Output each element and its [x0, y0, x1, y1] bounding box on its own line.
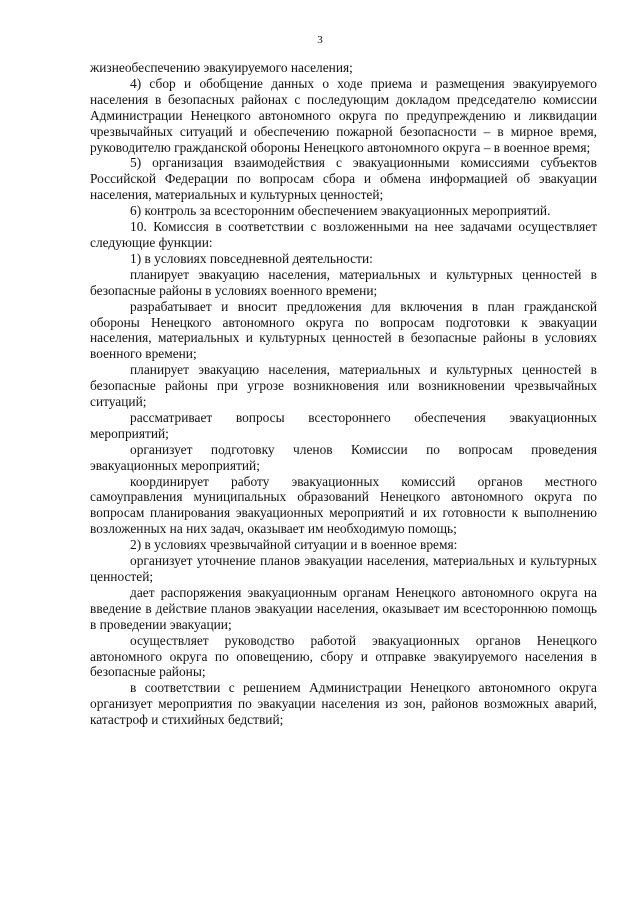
paragraph-function: разрабатывает и вносит предложения для включения в план гражданской обороны Ненецкого автономного округа по вопросам подготовки к эвакуации населения, материальных и культурных ценностей в безопасные районы в условиях военного времени;: [90, 298, 597, 362]
paragraph-function: координирует работу эвакуационных комиссий органов местного самоуправления муниципальных образований Ненецкого автономного округа по вопросам планирования эвакуационных мероприятий и их готовности к выполнению возложенных на них задач, оказывает им необходимую помощь;: [90, 473, 597, 537]
paragraph-function: организует уточнение планов эвакуации населения, материальных и культурных ценностей;: [90, 553, 597, 584]
page-number: 3: [317, 34, 323, 46]
paragraph-function: дает распоряжения эвакуационным органам Ненецкого автономного округа на введение в действие планов эвакуации населения, оказывает им всестороннюю помощь в проведении эвакуации;: [90, 584, 597, 632]
paragraph-item-5: 5) организация взаимодействия с эвакуационными комиссиями субъектов Российской Федерации по вопросам сбора и обмена информацией об эвакуации населения, материальных и культурных ценностей;: [90, 155, 597, 203]
paragraph-function: планирует эвакуацию населения, материальных и культурных ценностей в безопасные районы при угрозе возникновения или возникновении чрезвычайных ситуаций;: [90, 362, 597, 410]
paragraph-section-10: 10. Комиссия в соответствии с возложенными на нее задачами осуществляет следующие функции:: [90, 219, 597, 250]
paragraph-item-4: 4) сбор и обобщение данных о ходе приема и размещения эвакуируемого населения в безопасных районах с последующим докладом председателю комиссии Администрации Ненецкого автономного округа по предупреждению и ликвидации чрезвычайных ситуаций и обеспечению пожарной безопасности – в мирное время, руководителю гражданской обороны Ненецкого автономного округа – в военное время;: [90, 75, 597, 155]
paragraph-item-6: 6) контроль за всесторонним обеспечением эвакуационных мероприятий.: [130, 203, 551, 219]
paragraph-function: планирует эвакуацию населения, материальных и культурных ценностей в безопасные районы в условиях военного времени;: [90, 266, 597, 298]
paragraph-continuation: жизнеобеспечению эвакуируемого населения;: [90, 60, 353, 75]
paragraph-function: организует подготовку членов Комиссии по вопросам проведения эвакуационных мероприятий;: [90, 441, 597, 473]
paragraph-function: осуществляет руководство работой эвакуационных органов Ненецкого автономного округа по оповещению, сбору и отправке эвакуируемого населения в безопасные районы;: [90, 632, 597, 680]
paragraph-function: рассматривает вопросы всестороннего обеспечения эвакуационных мероприятий;: [90, 409, 597, 441]
document-body: [90, 60, 597, 728]
paragraph-subsection-2: 2) в условиях чрезвычайной ситуации и в военное время:: [130, 537, 458, 553]
paragraph-subsection-1: 1) в условиях повседневной деятельности:: [130, 250, 373, 266]
paragraph-function: в соответствии с решением Администрации Ненецкого автономного округа организует мероприятия по эвакуации населения из зон, районов возможных аварий, катастроф и стихийных бедствий;: [90, 680, 597, 728]
